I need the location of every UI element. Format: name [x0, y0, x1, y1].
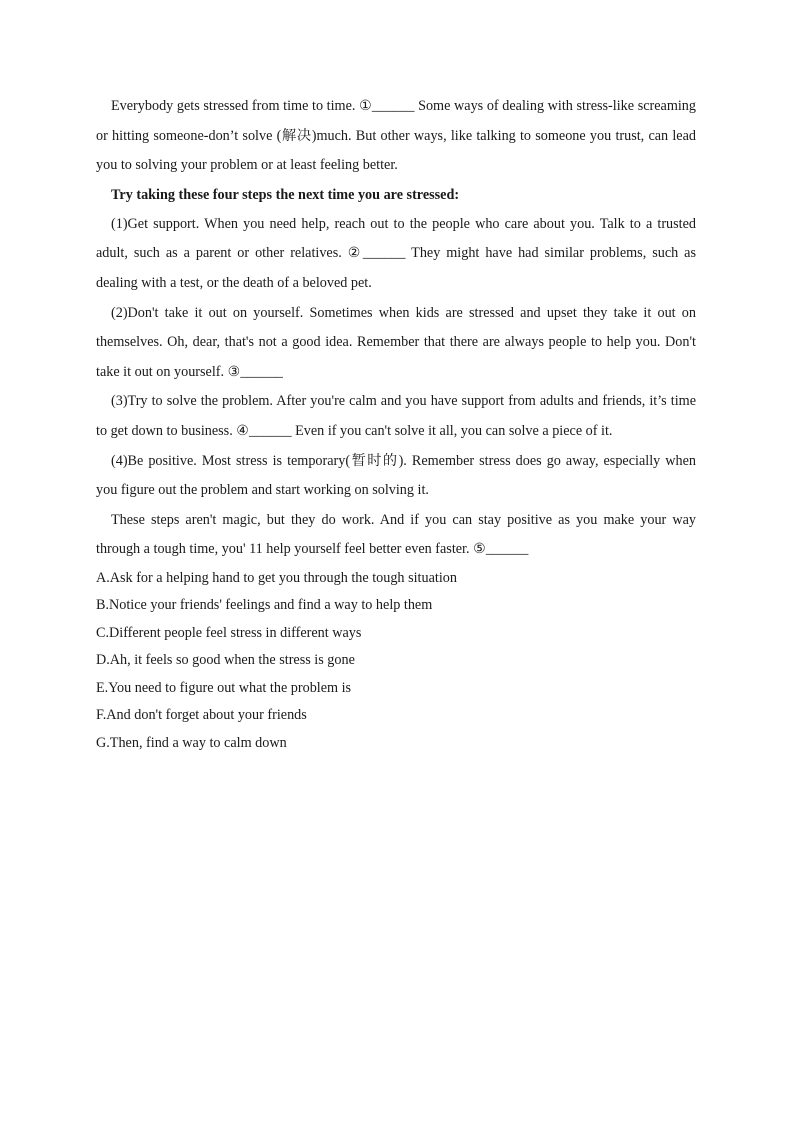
option-c: C.Different people feel stress in different ways	[96, 624, 362, 641]
option-d: D.Ah, it feels so good when the stress is gone	[96, 652, 355, 669]
option-f: F.And don't forget about your friends	[96, 707, 307, 724]
step-2-paragraph: (2)Don't take it out on yourself. Sometimes when kids are stressed and upset they take it out on themselves. Oh, dear, that's not a good idea. Remember that there are always people to help you. Don't take it out on yourself. ③______	[96, 304, 696, 380]
intro-paragraph: Everybody gets stressed from time to time. ①______ Some ways of dealing with stress-like screaming or hitting someone-don’t solve (解决)much. But other ways, like talking to someone you trust, can lead you to solving your problem or at least feeling better.	[96, 98, 696, 174]
closing-paragraph: These steps aren't magic, but they do work. And if you can stay positive as you make your way through a tough time, you' 11 help yourself feel better even faster. ⑤______	[96, 511, 696, 558]
option-a: A.Ask for a helping hand to get you through the tough situation	[96, 569, 457, 586]
document-page	[96, 92, 696, 757]
option-b: B.Notice your friends' feelings and find a way to help them	[96, 597, 433, 614]
steps-heading: Try taking these four steps the next time you are stressed:	[111, 186, 460, 203]
answer-options-list	[96, 565, 696, 758]
step-4-paragraph: (4)Be positive. Most stress is temporary(暂时的). Remember stress does go away, especially when you figure out the problem and start working on solving it.	[96, 452, 696, 499]
step-1-paragraph: (1)Get support. When you need help, reach out to the people who care about you. Talk to a trusted adult, such as a parent or other relatives. ②______ They might have had similar problems, such as dealing with a test, or the death of a beloved pet.	[96, 215, 696, 291]
option-g: G.Then, find a way to calm down	[96, 734, 287, 751]
option-e: E.You need to figure out what the problem is	[96, 679, 352, 696]
step-3-paragraph: (3)Try to solve the problem. After you're calm and you have support from adults and friends, it’s time to get down to business. ④______ Even if you can't solve it all, you can solve a piece of it.	[96, 393, 696, 439]
